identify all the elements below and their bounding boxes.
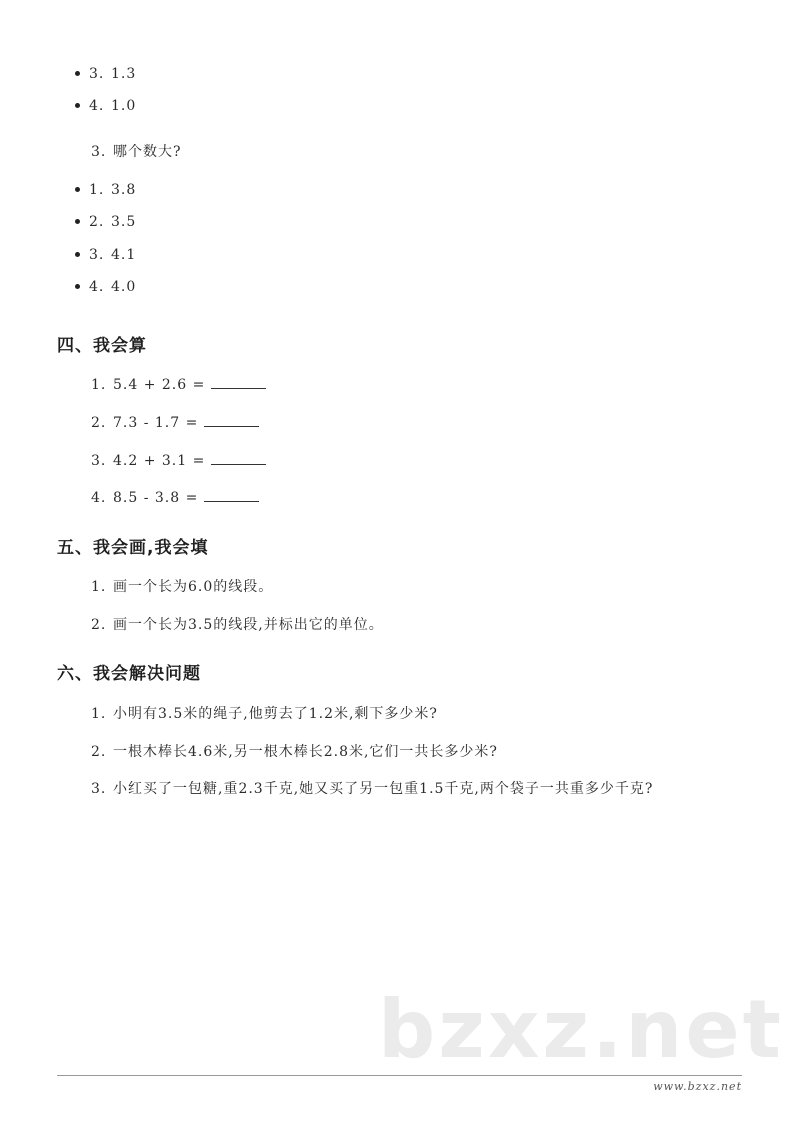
option-number: 3.	[89, 66, 105, 82]
section-heading: 六、我会解决问题	[57, 664, 201, 684]
item-number: 1.	[91, 706, 107, 722]
calc-item	[91, 412, 259, 433]
calc-item	[91, 450, 266, 471]
bullet-icon	[75, 219, 80, 224]
calc-expression: 8.5 - 3.8 =	[113, 490, 199, 506]
item-number: 3.	[91, 781, 107, 797]
item-number: 2.	[91, 617, 107, 633]
option-text: 3.5	[111, 214, 137, 230]
item-text: 小明有3.5米的绳子,他剪去了1.2米,剩下多少米?	[113, 706, 438, 722]
item-number: 1.	[91, 377, 107, 393]
problem-item	[91, 742, 498, 762]
option-number: 2.	[89, 214, 105, 230]
option-item	[75, 180, 136, 200]
option-text: 3.8	[111, 182, 137, 198]
item-number: 2.	[91, 415, 107, 431]
section-heading: 五、我会画,我会填	[57, 538, 209, 558]
question-item	[91, 142, 182, 162]
calc-item	[91, 374, 266, 395]
item-text: 画一个长为3.5的线段,并标出它的单位。	[113, 617, 384, 633]
answer-blank[interactable]	[211, 374, 266, 389]
item-text: 小红买了一包糖,重2.3千克,她又买了另一包重1.5千克,两个袋子一共重多少千克?	[113, 781, 654, 797]
problem-item	[91, 779, 653, 799]
option-item	[75, 64, 136, 84]
item-number: 3.	[91, 453, 107, 469]
option-number: 3.	[89, 247, 105, 263]
answer-blank[interactable]	[204, 487, 259, 502]
option-number: 1.	[89, 182, 105, 198]
footer-url: www.bzxz.net	[653, 1080, 742, 1093]
watermark: bzxz.net	[378, 983, 784, 1076]
bullet-icon	[75, 103, 80, 108]
item-number: 4.	[91, 490, 107, 506]
section-heading: 四、我会算	[57, 336, 147, 356]
draw-item	[91, 615, 384, 635]
answer-blank[interactable]	[211, 450, 266, 465]
calc-expression: 4.2 + 3.1 =	[113, 453, 206, 469]
option-text: 1.0	[111, 98, 137, 114]
option-item	[75, 277, 136, 297]
footer-divider	[57, 1075, 742, 1076]
option-item	[75, 212, 136, 232]
option-number: 4.	[89, 279, 105, 295]
bullet-icon	[75, 71, 80, 76]
item-text: 一根木棒长4.6米,另一根木棒长2.8米,它们一共长多少米?	[113, 744, 498, 760]
bullet-icon	[75, 187, 80, 192]
problem-item	[91, 704, 438, 724]
draw-item	[91, 577, 273, 597]
question-text: 哪个数大?	[113, 144, 182, 160]
calc-item	[91, 487, 259, 508]
option-text: 4.0	[111, 279, 137, 295]
option-text: 4.1	[111, 247, 137, 263]
item-text: 画一个长为6.0的线段。	[113, 579, 274, 595]
item-number: 2.	[91, 744, 107, 760]
option-item	[75, 245, 136, 265]
bullet-icon	[75, 252, 80, 257]
question-number: 3.	[91, 144, 107, 160]
option-text: 1.3	[111, 66, 137, 82]
calc-expression: 5.4 + 2.6 =	[113, 377, 206, 393]
calc-expression: 7.3 - 1.7 =	[113, 415, 199, 431]
option-number: 4.	[89, 98, 105, 114]
item-number: 1.	[91, 579, 107, 595]
bullet-icon	[75, 284, 80, 289]
option-item	[75, 96, 136, 116]
answer-blank[interactable]	[204, 412, 259, 427]
